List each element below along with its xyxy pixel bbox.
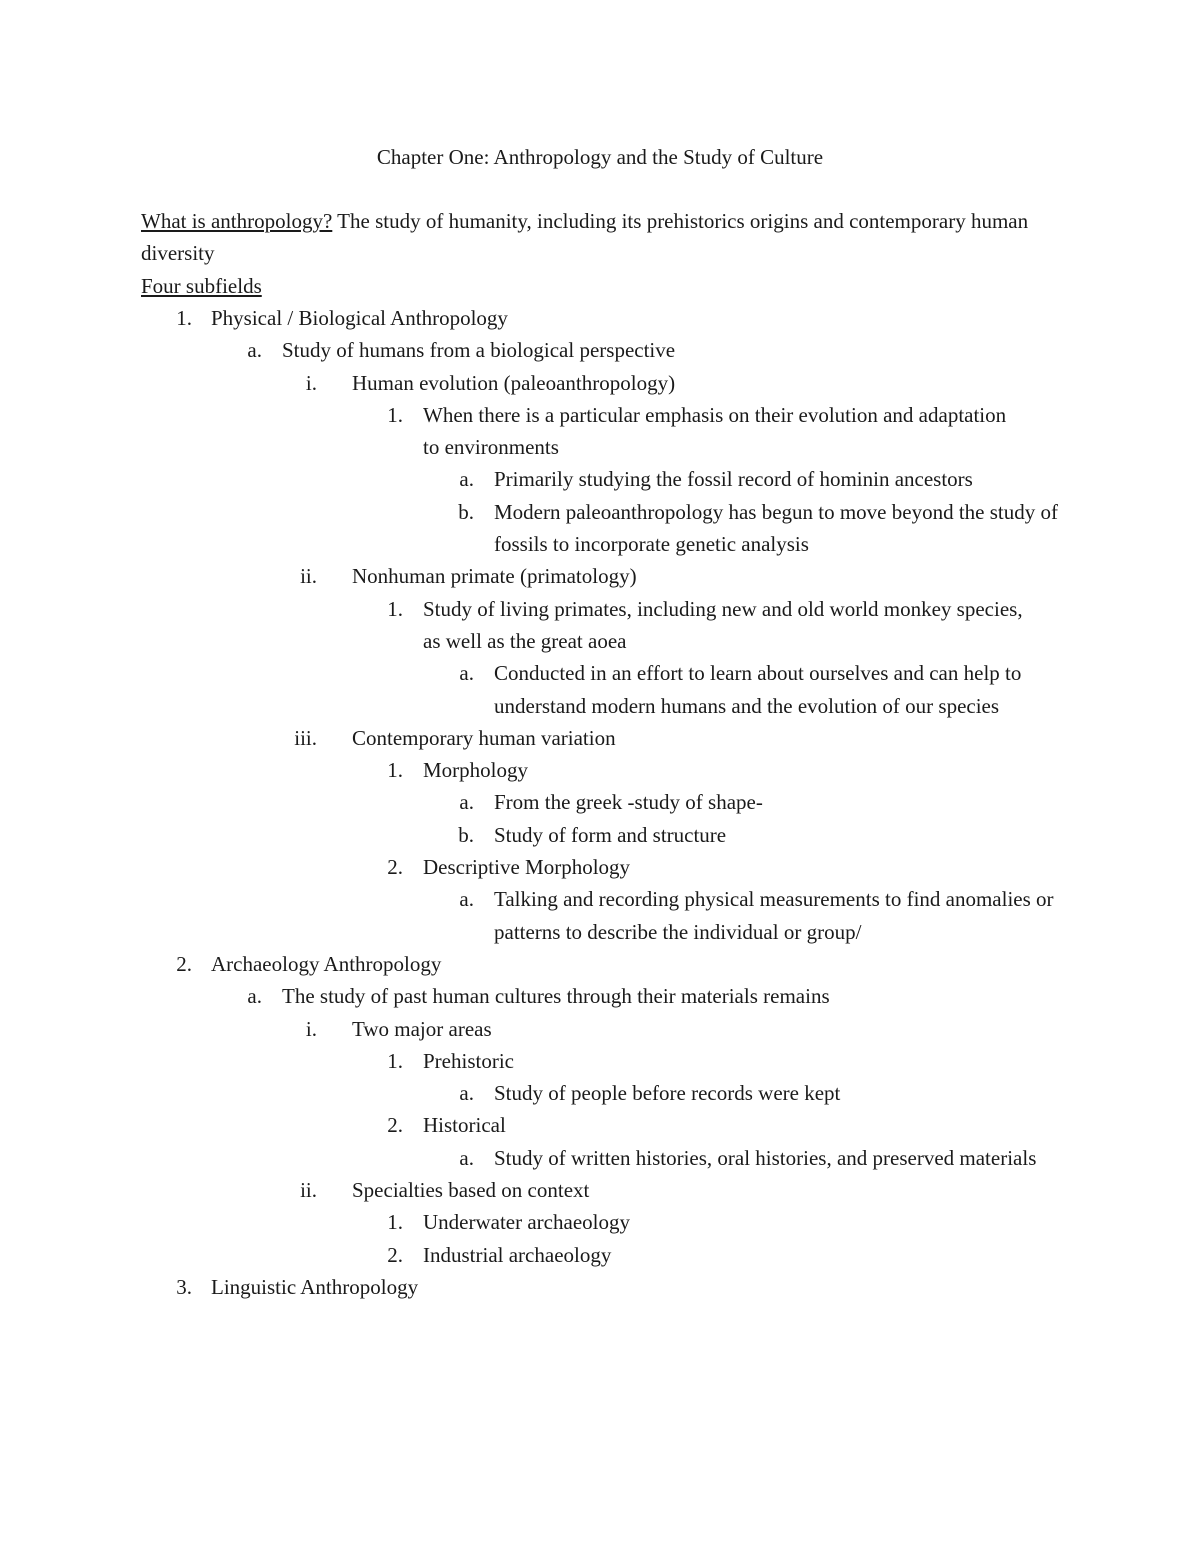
outline-text: Talking and recording physical measurements to find anomalies or patterns to describe the individual or group/ — [494, 887, 1054, 944]
outline-text: Study of living primates, including new and old world monkey species, as well as the great aoea — [423, 596, 1023, 653]
outline-marker: a. — [247, 984, 262, 1009]
outline-item — [0, 367, 1200, 399]
outline-marker: a. — [459, 887, 474, 912]
outline-item — [0, 948, 1200, 980]
intro-paragraph — [141, 205, 1041, 302]
outline-text: Linguistic Anthropology — [211, 1274, 419, 1299]
outline-item — [0, 722, 1200, 754]
outline-text: From the greek -study of shape- — [494, 790, 763, 815]
question-label: What is anthropology? — [141, 209, 333, 233]
outline-item — [0, 1271, 1200, 1303]
outline-item — [0, 754, 1200, 786]
outline-text: Physical / Biological Anthropology — [211, 306, 508, 330]
outline-text: Study of written histories, oral histories, and preserved materials — [494, 1145, 1037, 1170]
outline-marker: 2. — [387, 1113, 403, 1138]
outline-marker: ii. — [300, 564, 317, 589]
outline-text: Industrial archaeology — [423, 1242, 612, 1267]
question-answer: The study of humanity, including its prehistorics origins and contemporary human diversity — [141, 209, 1029, 266]
outline-list — [0, 302, 1200, 1303]
outline-item — [0, 980, 1200, 1012]
outline-item — [0, 1142, 1200, 1174]
outline-marker: i. — [305, 1016, 317, 1041]
outline-text: Study of form and structure — [494, 822, 727, 847]
outline-marker: 1. — [387, 758, 403, 783]
outline-item — [0, 851, 1200, 883]
outline-item — [0, 1013, 1200, 1045]
outline-item — [0, 1206, 1200, 1238]
outline-text: Archaeology Anthropology — [211, 951, 442, 976]
outline-text: Specialties based on context — [352, 1178, 590, 1203]
outline-text: Descriptive Morphology — [423, 855, 631, 880]
outline-text: Primarily studying the fossil record of hominin ancestors — [494, 467, 973, 492]
outline-text: Contemporary human variation — [352, 725, 616, 750]
outline-item — [0, 1239, 1200, 1271]
outline-marker: a. — [247, 338, 262, 363]
outline-text: The study of past human cultures through their materials remains — [282, 984, 830, 1009]
outline-item — [0, 1045, 1200, 1077]
outline-text: Two major areas — [352, 1016, 492, 1041]
outline-item — [0, 883, 1200, 948]
outline-text: Prehistoric — [423, 1048, 514, 1073]
outline-marker: 1. — [176, 306, 192, 330]
outline-marker: 1. — [387, 596, 403, 621]
outline-marker: b. — [458, 822, 474, 847]
document-title: Chapter One: Anthropology and the Study of Culture — [376, 145, 824, 169]
outline-item — [0, 399, 1200, 464]
outline-marker: i. — [305, 370, 317, 395]
outline-marker: a. — [459, 1081, 474, 1106]
outline-item — [0, 463, 1200, 495]
outline-marker: 3. — [176, 1274, 192, 1299]
outline-text: Nonhuman primate (primatology) — [352, 564, 637, 589]
outline-marker: a. — [459, 467, 474, 492]
outline-item — [0, 1174, 1200, 1206]
outline-marker: 1. — [387, 402, 403, 427]
outline-marker: iii. — [294, 725, 317, 750]
outline-marker: b. — [458, 499, 474, 524]
outline-text: Underwater archaeology — [423, 1210, 630, 1235]
outline-text: Human evolution (paleoanthropology) — [352, 370, 676, 395]
outline-text: Conducted in an effort to learn about ourselves and can help to understand modern humans and the evolution of our species — [494, 661, 1022, 718]
outline-item — [0, 1077, 1200, 1109]
section-heading: Four subfields — [141, 273, 262, 298]
outline-marker: 2. — [387, 855, 403, 880]
outline-text: When there is a particular emphasis on their evolution and adaptation to environments — [423, 402, 1007, 460]
outline-item — [0, 302, 1200, 334]
outline-text: Historical — [423, 1113, 506, 1138]
outline-marker: 2. — [176, 951, 192, 976]
outline-marker: ii. — [300, 1178, 317, 1203]
outline-marker: a. — [459, 790, 474, 815]
outline-item — [0, 1109, 1200, 1141]
outline-text: Study of humans from a biological perspective — [282, 338, 676, 363]
outline-marker: a. — [459, 1145, 474, 1170]
outline-item — [0, 560, 1200, 592]
outline-item — [0, 819, 1200, 851]
outline-marker: 1. — [387, 1048, 403, 1073]
outline-item — [0, 657, 1200, 722]
outline-item — [0, 786, 1200, 818]
outline-item — [0, 496, 1200, 561]
outline-item — [0, 334, 1200, 366]
outline-marker: a. — [459, 661, 474, 686]
outline-text: Modern paleoanthropology has begun to move beyond the study of fossils to incorporate genetic analysis — [494, 499, 1058, 557]
outline-text: Study of people before records were kept — [494, 1081, 841, 1106]
outline-item — [0, 593, 1200, 658]
outline-text: Morphology — [423, 758, 528, 783]
outline-marker: 1. — [387, 1210, 403, 1235]
outline-marker: 2. — [387, 1242, 403, 1267]
